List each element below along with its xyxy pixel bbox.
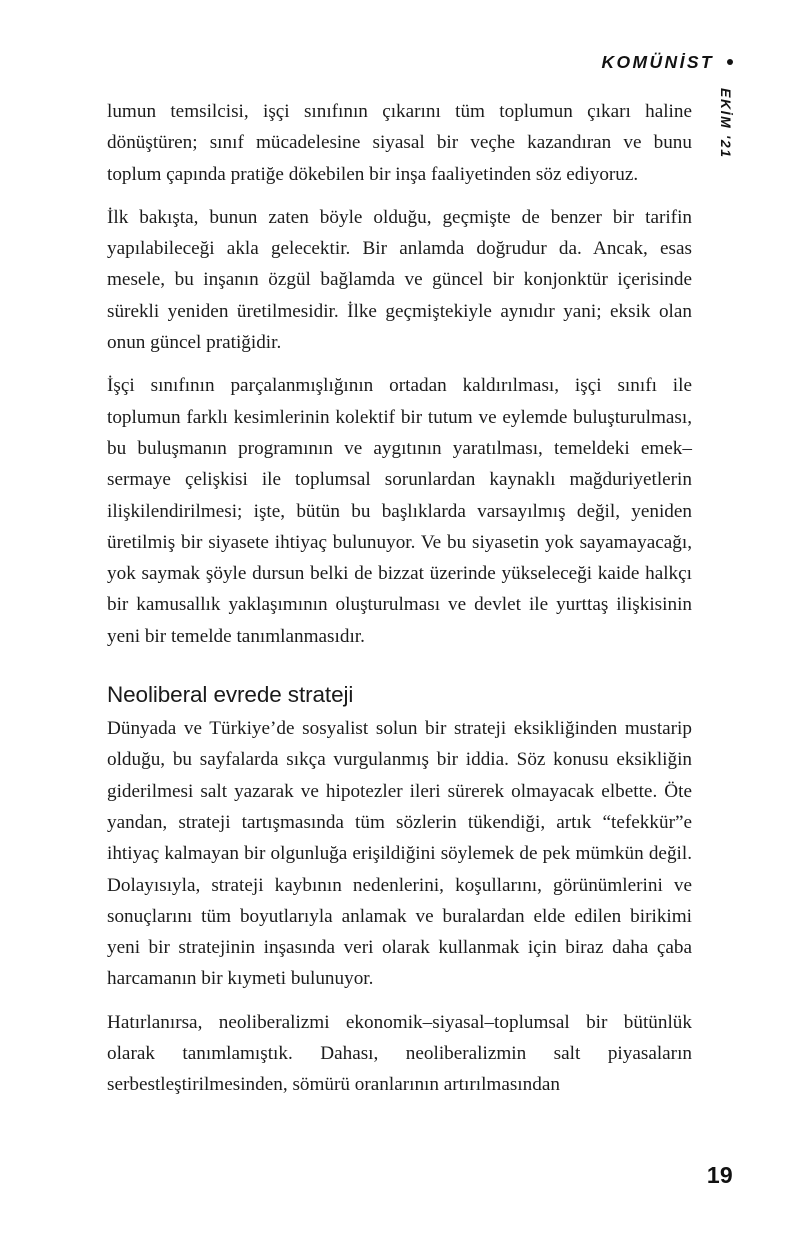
body-paragraph: İlk bakışta, bunun zaten böyle olduğu, geçmişte de benzer bir tarifin yapılabileceği akla gelecektir. Bir anlamda doğrudur da. Ancak, esas mesele, bu inşanın özgül bağlamda ve güncel bir konjonktür içerisinde sürekli yeniden üretilmesidir. İlke geçmiştekiyle aynıdır yani; eksik olan onun güncel pratiğidir. [107,206,692,354]
body-paragraph: Hatırlanırsa, neoliberalizmi ekonomik–siyasal–toplumsal bir bütünlük olarak tanımlamıştık. Dahası, neoliberalizmin salt piyasaların serbestleştirilmesinden, sömürü oranlarının artırılmasından [107,1011,692,1096]
running-header [601,52,733,73]
issue-marker [718,88,740,188]
body-paragraph: İşçi sınıfının parçalanmışlığının ortadan kaldırılması, işçi sınıfı ile toplumun farklı kesimlerinin kolektif bir tutum ve eylemde buluşturulması, bu buluşmanın programının ve aygıtının yaratılması, temeldeki emek–sermaye çelişkisi ile toplumsal sorunlardan kaynaklı mağduriyetlerin ilişkilendirilmesi; işte, bütün bu başlıklarda varsayılmış değil, yeniden üretilmiş bir siyasete ihtiyaç bulunuyor. Ve bu siyasetin yok sayamayacağı, yok saymak şöyle dursun belki de bizzat üzerinde yükseleceği kaide halkçı bir kamusallık yaklaşımının oluşturulması ve devlet ile yurttaş ilişkisinin yeni bir temelde tanımlanmasıdır. [107,375,692,647]
body-paragraph: Dünyada ve Türkiye’de sosyalist solun bir strateji eksikliğinden mustarip olduğu, bu sayfalarda sıkça vurgulanmış bir iddia. Söz konusu eksikliğin giderilmesi salt yazarak ve hipotezler ileri sürerek olmayacak elbette. Öte yandan, strateji tartışmasında tüm sözlerin tükendiği, artık “tefekkür”e ihtiyaç kalmayan bir olgunluğa erişildiğini söylemek de pek mümkün değil. Dolayısıyla, strateji kaybının nedenlerini, koşullarını, görünümlerini ve sonuçlarını tüm boyutlarıyla anlamak ve buralardan elde edilen birikimi yeni bir stratejinin inşasında veri olarak kullanmak için biraz daha çaba harcamanın bir kıymeti bulunuyor. [107,718,692,990]
text-column [107,96,692,1101]
issue-marker-label: EKİM '21 [718,88,734,159]
publication-title: KOMÜNİST [601,52,714,72]
page-number: 19 [706,1162,733,1188]
section-heading: Neoliberal evrede strateji [107,682,354,708]
body-paragraph: lumun temsilcisi, işçi sınıfının çıkarını tüm toplumun çıkarı haline dönüştüren; sınıf mücadelesine siyasal bir veçhe kazandıran ve bunu toplum çapında pratiğe dökebilen bir inşa faaliyetinden söz ediyoruz. [107,101,692,185]
bullet-dot-icon [727,59,733,65]
